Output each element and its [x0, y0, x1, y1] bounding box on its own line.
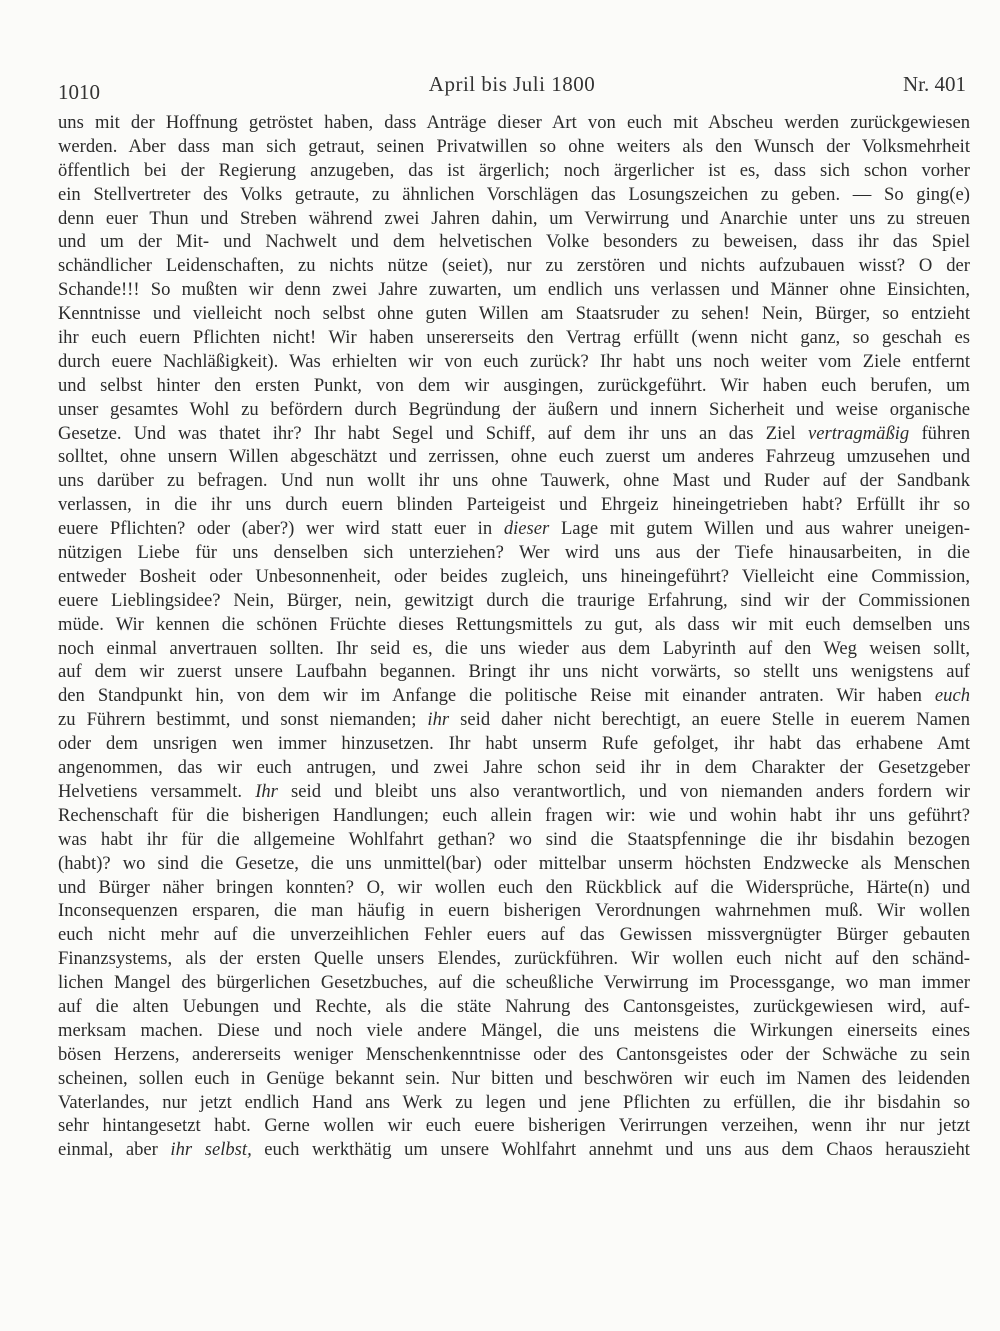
emphasis-text: euch [934, 685, 970, 707]
text-line [58, 589, 970, 613]
line-text: Rechenschaft für die bisherigen Handlungen; euch allein fragen wir: wie und wohin habt ihr uns geführt? [58, 804, 970, 826]
text-line [58, 708, 970, 732]
line-text: sehr hintangesetzt habt. Gerne wollen wir euch euere bisherigen Verirrungen verzeihen, wenn ihr nur jetzt [58, 1115, 970, 1137]
text-line [58, 732, 970, 756]
line-text: führen [909, 422, 970, 444]
line-text: angenommen, das wir euch antrugen, und zwei Jahre schon seid ihr in dem Charakter der Gesetzgeber [58, 757, 970, 779]
line-text: Inconsequenzen ersparen, die man häufig in euern bisherigen Verordnungen wahrnehmen muß. Wir wollen [58, 900, 970, 922]
text-line [58, 230, 970, 254]
text-line [58, 660, 970, 684]
text-line [58, 374, 970, 398]
line-text: und Bürger näher bringen konnten? O, wir wollen euch den Rückblick auf die Widersprüche, Härte(n) und [58, 876, 970, 898]
text-line [58, 947, 970, 971]
text-line [58, 398, 970, 422]
text-line [58, 278, 970, 302]
text-line [58, 971, 970, 995]
line-text: Lage mit gutem Willen und aus wahrer uneigen- [549, 518, 970, 540]
line-text: auf dem wir zuerst unsere Laufbahn begannen. Bringt ihr uns nicht vorwärts, so stellt uns wenigstens auf [58, 661, 970, 683]
text-line [58, 541, 970, 565]
text-line [58, 613, 970, 637]
line-text: seid daher nicht berechtigt, an euere Stelle in euerem Namen [449, 709, 970, 731]
text-line [58, 1138, 970, 1162]
text-line [58, 422, 970, 446]
text-line [58, 637, 970, 661]
line-text: (habt)? wo sind die Gesetze, die uns unmittel(bar) oder mittelbar unserm höchsten Endzwecke als Menschen [58, 852, 970, 874]
line-text: euch werkthätig um unsere Wohlfahrt annehmt und uns aus dem Chaos herauszieht [251, 1139, 970, 1161]
line-text: Vaterlandes, nur jetzt endlich Hand ans Werk zu legen und jene Pflichten zu erfüllen, die ihr bisdahin so [58, 1091, 970, 1113]
emphasis-text: ihr [427, 709, 450, 731]
line-text: merksam machen. Diese und noch viele andere Mängel, die uns meistens die Wirkungen einerseits eines [58, 1019, 970, 1041]
line-text: auf die alten Uebungen und Rechte, als die stäte Nahrung des Cantonsgeistes, zurückgewiesen wird, auf- [58, 995, 970, 1017]
line-text: ein Stellvertreter des Volks getraute, zu ähnlichen Vorschlägen das Losungszeichen zu geben. — So ging(e) [58, 183, 970, 205]
running-title: April bis Juli 1800 [428, 72, 596, 96]
text-line [58, 254, 970, 278]
text-line [58, 1019, 970, 1043]
line-text: schändlicher Leidenschaften, zu nichts nütze (seiet), nur zu zerstören und nichts aufzubauen wisst? O der [58, 255, 970, 277]
text-line [58, 493, 970, 517]
line-text: Gesetze. Und was thatet ihr? Ihr habt Segel und Schiff, auf dem ihr uns an das Ziel [58, 422, 808, 444]
line-text: lichen Mangel des bürgerlichen Gesetzbuches, auf die scheußliche Verwirrung im Processgange, wo man immer [58, 972, 970, 994]
text-line [58, 183, 970, 207]
line-text: euere Pflichten? oder (aber?) wer wird statt euer in [58, 518, 504, 540]
text-line [58, 350, 970, 374]
line-text: Finanzsystems, als der ersten Quelle unsers Elendes, zurückführen. Wir wollen euch nicht auf den schänd- [58, 948, 970, 970]
line-text: unser gesamtes Wohl zu befördern durch Begründung der äußern und innern Sicherheit und weise organische [58, 398, 970, 420]
text-line [58, 684, 970, 708]
page-number: 1010 [58, 80, 100, 104]
line-text: verlassen, in die ihr uns durch euern blinden Parteigeist und Ehrgeiz hineingetrieben habt? Erfüllt ihr so [58, 494, 970, 516]
text-line [58, 828, 970, 852]
line-text: uns darüber zu befragen. Und nun wollt ihr uns ohne Tauwerk, ohne Mast und Ruder auf der Sandbank [58, 470, 970, 492]
text-line [58, 111, 970, 135]
text-line [58, 1067, 970, 1091]
text-line [58, 565, 970, 589]
line-text: was habt ihr für die allgemeine Wohlfahrt gethan? wo sind die Staatspfenninge die ihr bisdahin bezogen [58, 828, 970, 850]
text-line [58, 1043, 970, 1067]
line-text: scheinen, sollen euch in Genüge bekannt sein. Nur bitten und beschwören wir euch im Namen des leidenden [58, 1067, 970, 1089]
line-text: entweder Bosheit oder Unbesonnenheit, oder beides zugleich, uns hineingeführt? Vielleicht eine Commission, [58, 565, 970, 587]
text-line [58, 756, 970, 780]
text-line [58, 445, 970, 469]
line-text: solltet, ohne unsern Willen abgeschätzt und zerrissen, ohne euch zuerst um anderes Fahrzeug umzusehen und [58, 446, 970, 468]
emphasis-text: vertragmäßig [807, 422, 910, 444]
text-line [58, 135, 970, 159]
line-text: Helvetiens versammelt. [58, 780, 256, 802]
line-text: denn euer Thun und Streben während zwei Jahren dahin, um Verwirrung und Anarchie unter uns zu streuen [58, 207, 970, 229]
text-line [58, 207, 970, 231]
line-text: den Standpunkt hin, von dem wir im Anfange die politische Reise mit einander antraten. Wir haben [58, 685, 935, 707]
text-line [58, 302, 970, 326]
text-line [58, 995, 970, 1019]
line-text: zu Führern bestimmt, und sonst niemanden; [58, 709, 428, 731]
body-text [58, 111, 970, 1162]
text-line [58, 923, 970, 947]
line-text: einmal, aber [58, 1139, 171, 1161]
text-line [58, 1114, 970, 1138]
line-text: uns mit der Hoffnung getröstet haben, dass Anträge dieser Art von euch mit Abscheu werden zurückgewiesen [58, 112, 970, 133]
text-line [58, 326, 970, 350]
line-text: und um der Mit- und Nachwelt und dem helvetischen Volke besonders zu beweisen, dass ihr das Spiel [58, 231, 970, 253]
emphasis-text: Ihr [255, 780, 278, 802]
text-line [58, 517, 970, 541]
line-text: ihr euch euern Pflichten nicht! Wir haben unsererseits den Vertrag erfüllt (wenn nicht ganz, so geschah es [58, 327, 970, 349]
line-text: oder dem unsrigen wen immer hinzusetzen. Ihr habt unserm Rufe gefolget, ihr habt das erhabene Amt [58, 733, 970, 755]
line-text: werden. Aber dass man sich getraut, seinen Privatwillen so ohne weiters als den Wunsch der Volksmehrheit [58, 135, 970, 157]
line-text: durch euere Nachläßigkeit). Was erhielten wir von euch zurück? Ihr habt uns noch weiter vom Ziele entfernt [58, 350, 970, 372]
text-line [58, 899, 970, 923]
text-line [58, 804, 970, 828]
text-line [58, 876, 970, 900]
text-line [58, 852, 970, 876]
text-line [58, 780, 970, 804]
line-text: Schande!!! So mußten wir denn zwei Jahre zuwarten, um endlich uns verlassen und Männer ohne Einsichten, [58, 279, 970, 301]
emphasis-text: dieser [503, 518, 550, 540]
line-text: öffentlich bei der Regierung anzugeben, das ist ärgerlich; noch ärgerlicher ist es, dass sich schon vorher [58, 159, 970, 181]
line-text: Kenntnisse und vielleicht noch selbst ohne guten Willen am Staatsruder zu sehen! Nein, Bürger, so entzieht [58, 303, 970, 325]
document-number: Nr. 401 [903, 72, 966, 96]
line-text: euch nicht mehr auf die unverzeihlichen Fehler euers auf das Gewissen missvergnügter Bürger gebauten [58, 924, 970, 946]
emphasis-text: ihr selbst, [170, 1139, 252, 1161]
text-line [58, 469, 970, 493]
line-text: bösen Herzens, andererseits weniger Menschenkenntnisse oder des Cantonsgeistes oder der Schwäche zu sein [58, 1043, 970, 1065]
text-line [58, 159, 970, 183]
line-text: euere Lieblingsidee? Nein, Bürger, nein, gewitzigt durch die traurige Erfahrung, sind wir der Commissionen [58, 589, 970, 611]
line-text: müde. Wir kennen die schönen Früchte dieses Rettungsmittels zu gut, als dass wir mit euch demselben uns [58, 613, 970, 635]
line-text: noch einmal anvertrauen sollten. Ihr seid es, die uns wieder aus dem Labyrinth auf den Weg weisen sollt, [58, 637, 970, 659]
line-text: seid und bleibt uns also verantwortlich, und von niemanden anders fordern wir [277, 780, 970, 802]
page-header [58, 72, 966, 106]
line-text: und selbst hinter den ersten Punkt, von dem wir ausgingen, zurückgeführt. Wir haben euch berufen, um [58, 374, 970, 396]
text-line [58, 1091, 970, 1115]
line-text: nützigen Liebe für uns denselben sich unterziehen? Wer wird uns aus der Tiefe hinausarbeiten, in die [58, 542, 970, 564]
